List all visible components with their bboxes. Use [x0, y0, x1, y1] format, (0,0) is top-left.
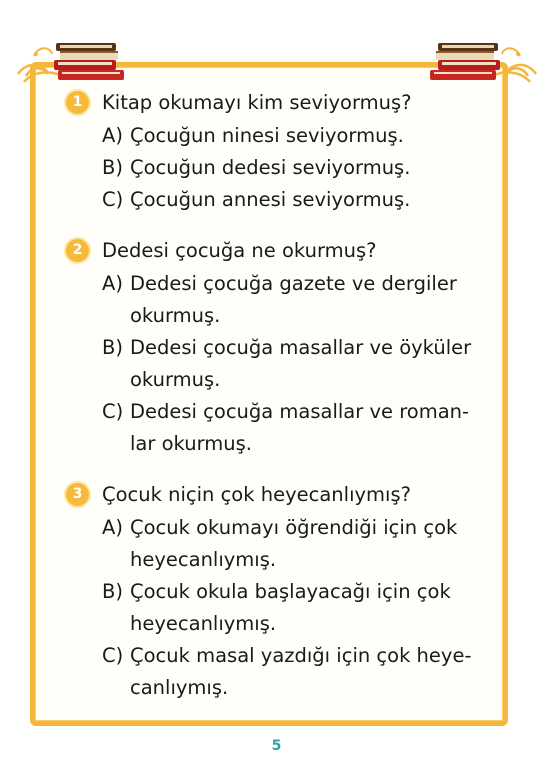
option-a: [70, 268, 490, 332]
option-a: [70, 512, 490, 576]
book-stack-icon: [14, 30, 144, 86]
option-text: Dedesi çocuğa gazete ve dergiler: [130, 272, 457, 295]
option-letter: C): [102, 188, 124, 211]
question-number-badge: 1: [66, 91, 89, 114]
option-b: [70, 152, 490, 184]
option-b: [70, 332, 490, 396]
option-letter: A): [102, 272, 123, 295]
option-letter: A): [102, 124, 123, 147]
option-text: Çocuk okula başlayacağı için çok: [130, 580, 451, 603]
question-number-badge: 3: [66, 483, 89, 506]
option-letter: B): [102, 336, 123, 359]
option-letter: C): [102, 644, 124, 667]
option-text-continued: heyecanlıymış.: [130, 612, 277, 635]
option-text-continued: okurmuş.: [130, 368, 221, 391]
option-b: [70, 576, 490, 640]
question-text: Çocuk niçin çok heyecanlıymış?: [102, 483, 411, 506]
question-text: Dedesi çocuğa ne okurmuş?: [102, 239, 377, 262]
question-list: [70, 86, 490, 722]
book-stack-icon: [410, 30, 540, 86]
option-text: Dedesi çocuğa masallar ve öyküler: [130, 336, 472, 359]
option-text: Çocuğun dedesi seviyormuş.: [130, 156, 411, 179]
option-a: [70, 120, 490, 152]
option-text: Çocuk okumayı öğrendiği için çok: [130, 516, 458, 539]
option-c: [70, 184, 490, 216]
option-text: Çocuğun ninesi seviyormuş.: [130, 124, 404, 147]
question-text: Kitap okumayı kim seviyormuş?: [102, 91, 412, 114]
option-text-continued: canlıymış.: [130, 676, 229, 699]
option-letter: B): [102, 580, 123, 603]
option-letter: C): [102, 400, 124, 423]
question-3: [70, 478, 490, 704]
page-number: 5: [271, 738, 282, 754]
option-text-continued: okurmuş.: [130, 304, 221, 327]
question-number-badge: 2: [66, 239, 89, 262]
option-c: [70, 396, 490, 460]
option-letter: B): [102, 156, 123, 179]
option-c: [70, 640, 490, 704]
option-text: Çocuk masal yazdığı için çok heye-: [130, 644, 472, 667]
question-2: [70, 234, 490, 460]
question-1: [70, 86, 490, 216]
option-text: Dedesi çocuğa masallar ve roman-: [130, 400, 470, 423]
option-letter: A): [102, 516, 123, 539]
option-text-continued: heyecanlıymış.: [130, 548, 277, 571]
option-text-continued: lar okurmuş.: [130, 432, 252, 455]
option-text: Çocuğun annesi seviyormuş.: [130, 188, 411, 211]
